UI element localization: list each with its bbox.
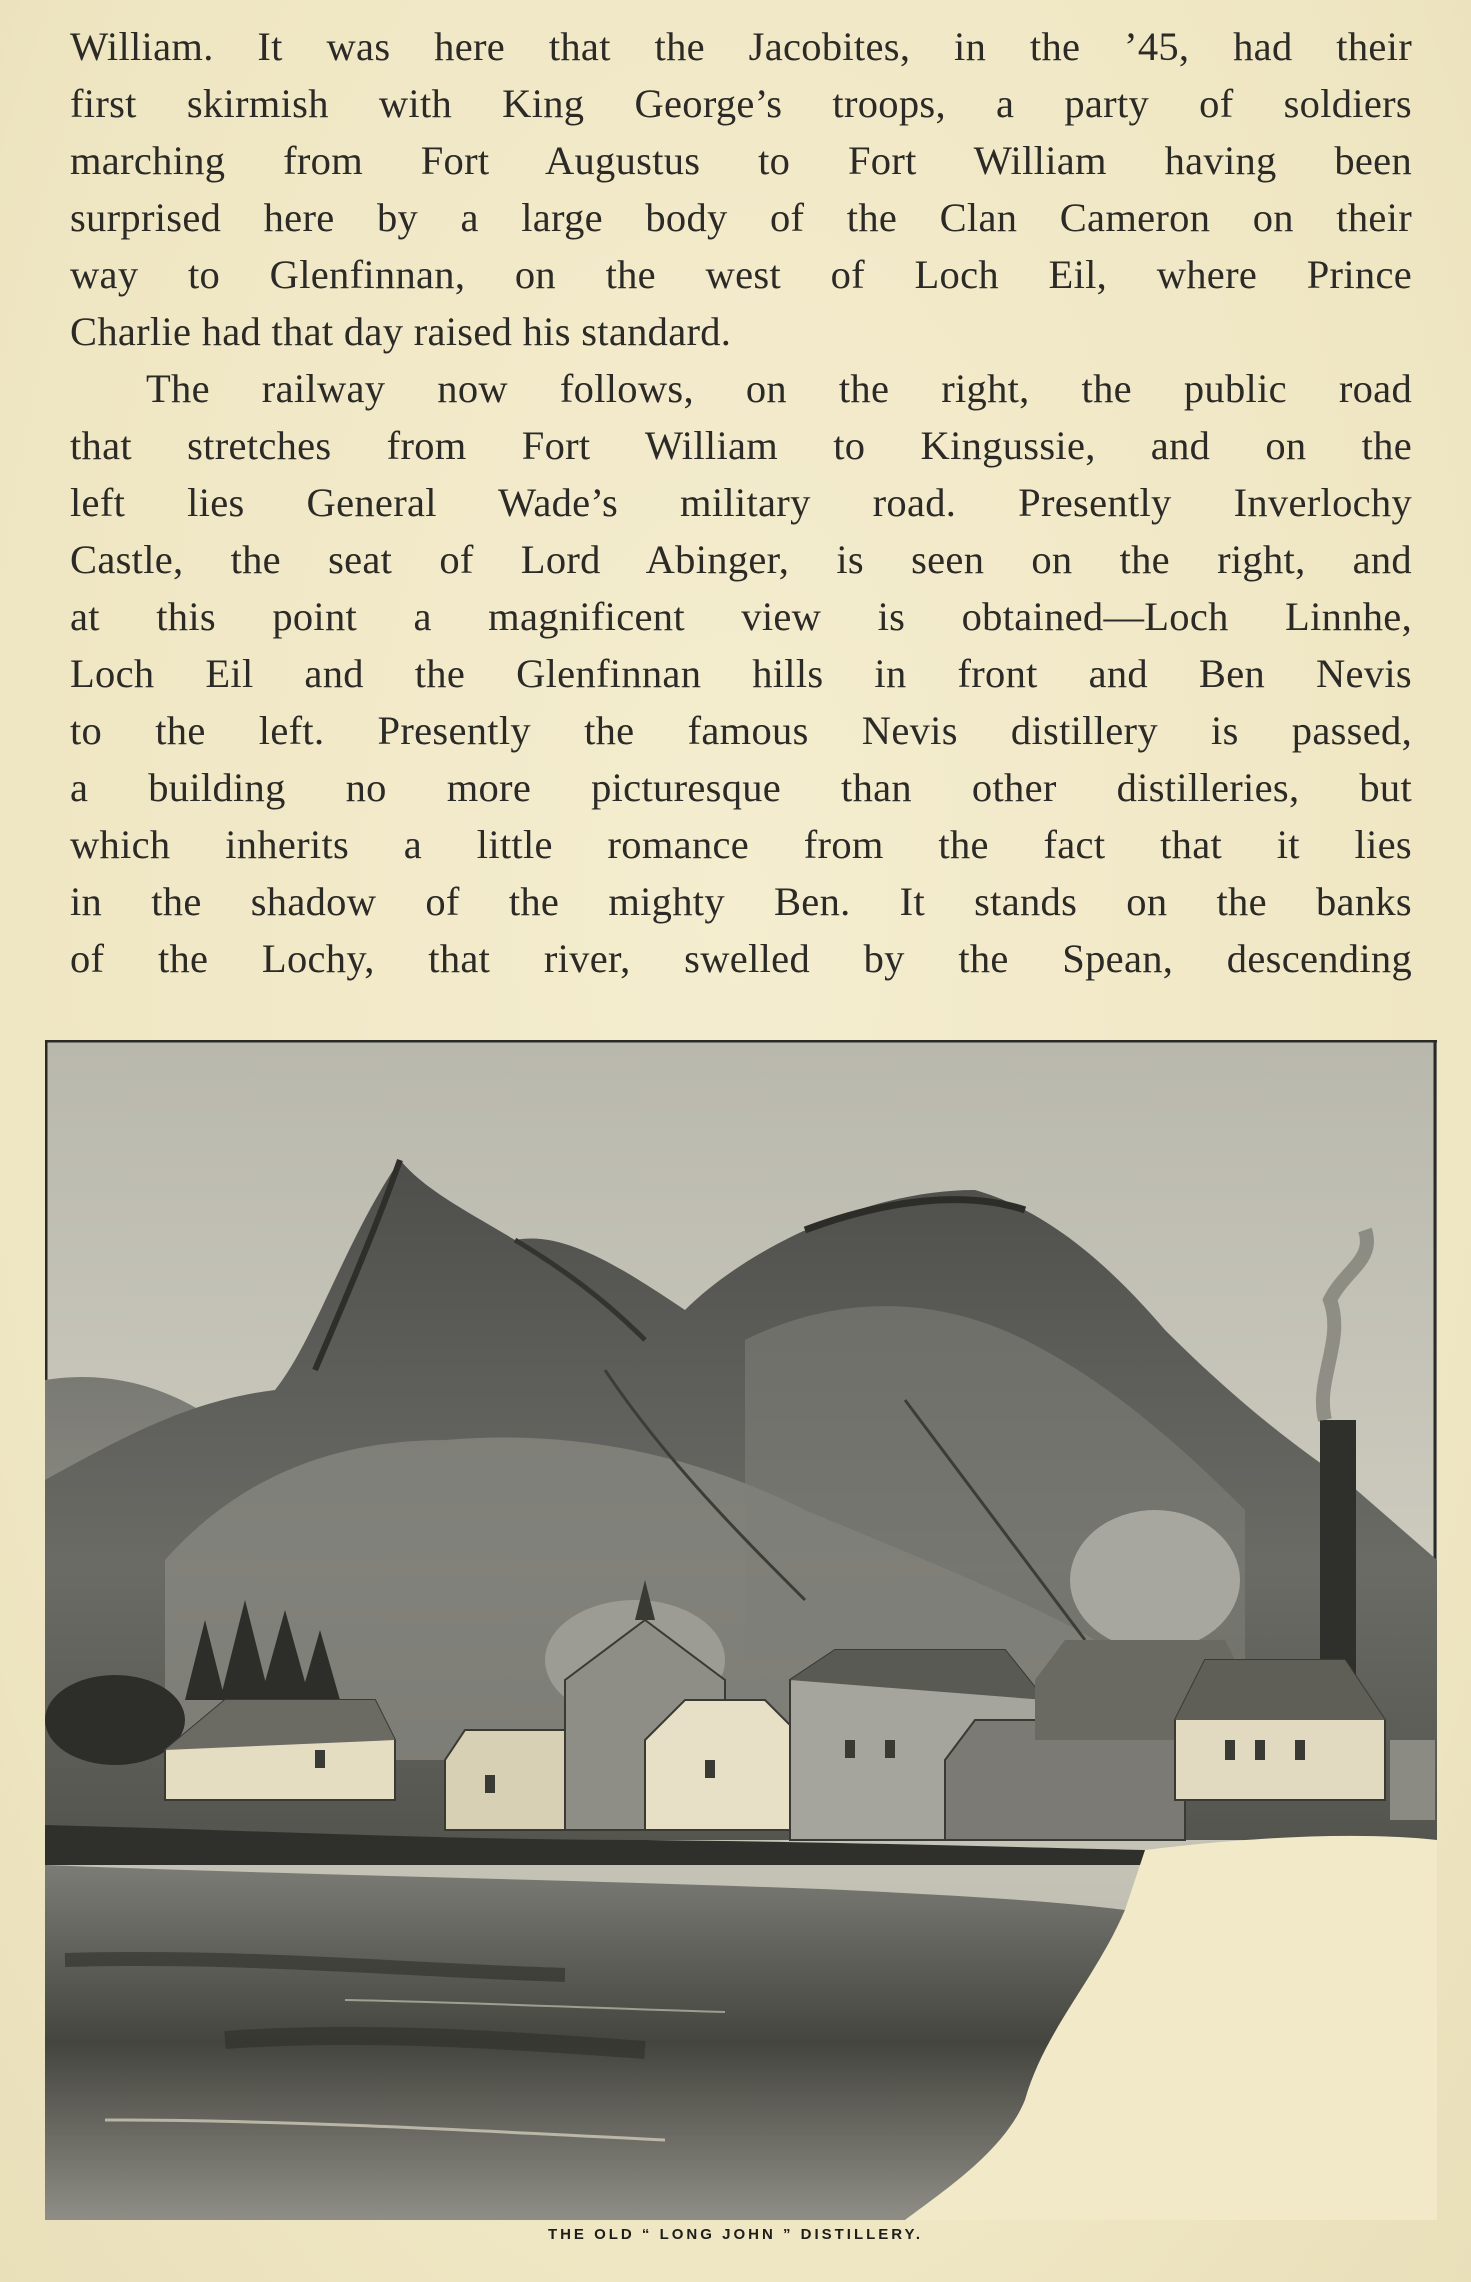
body-text	[70, 18, 1412, 987]
text-line: Charlie had that day raised his standard.	[70, 309, 732, 354]
text-line: in the shadow of the mighty Ben. It stands on the banks	[70, 879, 1412, 924]
text-line: left lies General Wade’s military road. Presently Inverlochy	[70, 480, 1412, 525]
text-line: Castle, the seat of Lord Abinger, is seen on the right, and	[70, 537, 1412, 582]
mountain-distillery-engraving-icon	[45, 1040, 1437, 2220]
text-line: that stretches from Fort William to Kingussie, and on the	[70, 423, 1412, 468]
text-line: surprised here by a large body of the Clan Cameron on their	[70, 195, 1412, 240]
text-line: way to Glenfinnan, on the west of Loch Eil, where Prince	[70, 252, 1412, 297]
text-line: a building no more picturesque than other distilleries, but	[70, 765, 1412, 810]
text-line: marching from Fort Augustus to Fort William having been	[70, 138, 1412, 183]
text-line: Loch Eil and the Glenfinnan hills in front and Ben Nevis	[70, 651, 1412, 696]
text-line: to the left. Presently the famous Nevis distillery is passed,	[70, 708, 1412, 753]
text-line: first skirmish with King George’s troops, a party of soldiers	[70, 81, 1412, 126]
text-line: The railway now follows, on the right, the public road	[146, 366, 1412, 411]
text-line: of the Lochy, that river, swelled by the Spean, descending	[70, 936, 1412, 981]
text-line: William. It was here that the Jacobites, in the ’45, had their	[70, 24, 1412, 69]
figure-caption: THE OLD “ LONG JOHN ” DISTILLERY.	[547, 2226, 924, 2243]
distillery-illustration	[45, 1040, 1437, 2220]
text-line: at this point a magnificent view is obtained—Loch Linnhe,	[70, 594, 1412, 639]
text-line: which inherits a little romance from the fact that it lies	[70, 822, 1412, 867]
